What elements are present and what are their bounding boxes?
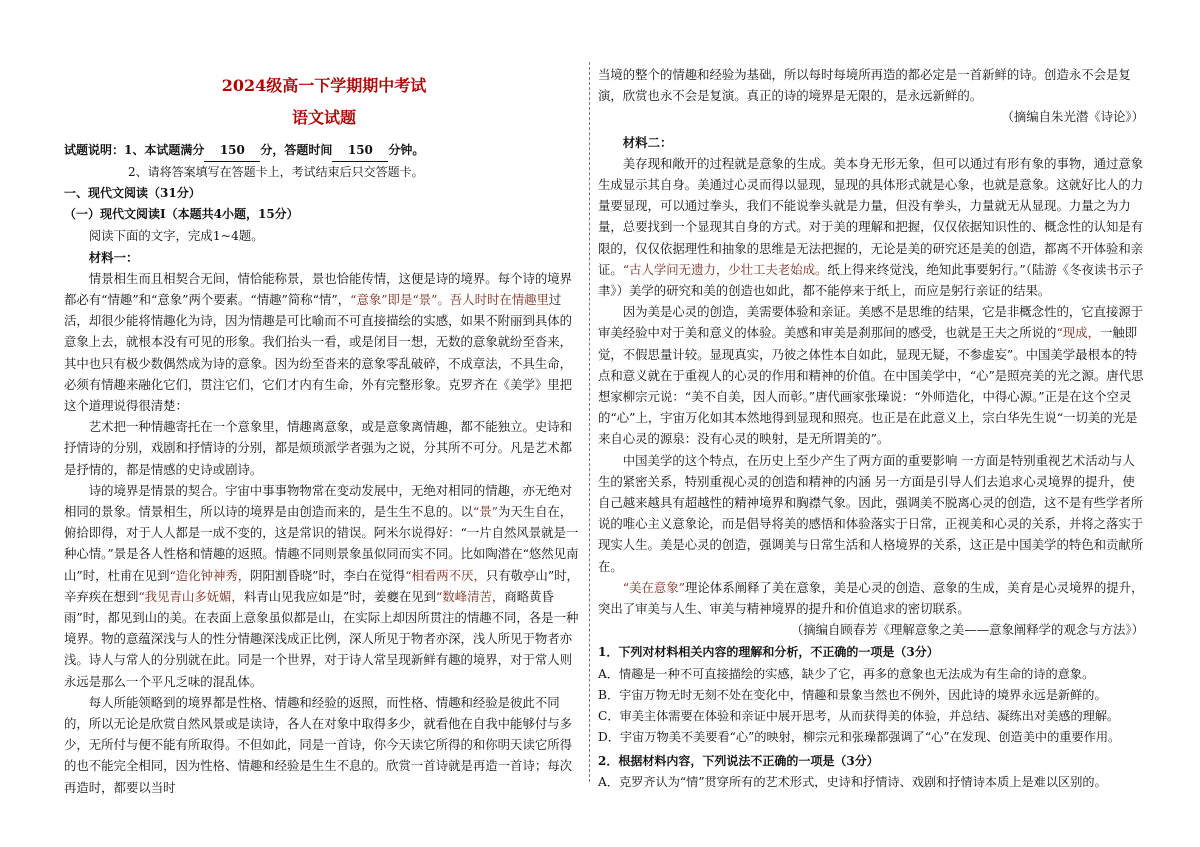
text-run: 美存现和敞开的过程就是意象的生成。美本身无形无象，但可以通过有形有象的事物，通过意象生成显示其自身。美通过心灵而得以显现，显现的具体形式就是心象，也就是意象。这就好比人的力量要显现，可以通过拳头，我们不能说拳头就是力量，但没有拳头，力量就无从显现。力量之为力量，总要找到一个显现其自身的方式。对于美的理解和把握，仅仅依据知识性的、概念性的认知是有限的，仅仅依据理性和抽象的思维是无法把握的，无论是美的研究还是美的创造，都离不开体验和亲证。 <box>598 155 1144 277</box>
reading-intro: 阅读下面的文字，完成1~4题。 <box>88 228 264 244</box>
text-run: 情景相生而且相契合无间，情恰能称景，景也恰能传情，这便是诗的境界。每个诗的境界都必有“情趣”和“意象”两个要素。“情趣”简称“情”， <box>64 270 573 308</box>
material-2-paragraph-1 <box>598 153 1144 301</box>
question-1-stem: 1．下列对材料相关内容的理解和分析，不正确的一项是（3分） <box>598 645 939 660</box>
text-run: “现成， <box>1056 325 1100 341</box>
question-1-option-b: B．宇宙万物无时无刻不处在变化中，情趣和景象当然也不例外，因此诗的境界永远是新鲜的。 <box>598 687 1107 702</box>
text-run: “我见青山多妩媚， <box>138 588 244 604</box>
text-run: “数峰清苦， <box>436 588 505 604</box>
material-2-label: 材料二： <box>622 134 673 150</box>
text-run: “景” <box>472 504 498 520</box>
exam-subtitle: 语文试题 <box>291 108 356 127</box>
material-2-source: （摘编自顾春芳《理解意象之美——意象阐释学的观念与方法》） <box>790 622 1144 638</box>
text-run: 诗的境界是情景的契合。宇宙中事事物物常在变动发展中，无绝对相同的情趣，亦无绝对相同的景象。情景相生，所以诗的境界是由创造而来的，是生生不息的。以 <box>64 482 573 520</box>
question-2-option-a: A．克罗齐认为“情”贯穿所有的艺术形式，史诗和抒情诗、戏剧和抒情诗本质上是难以区别的。 <box>598 774 1107 789</box>
exam-instructions <box>64 140 584 183</box>
time-blank: 150 <box>332 140 388 162</box>
text-run: “古人学问无遗力，少壮工夫老始成。 <box>622 261 828 277</box>
instruction-line-1 <box>64 140 584 162</box>
material-1-label: 材料一： <box>88 249 139 265</box>
instruction-mid: 分，答题时间 <box>260 143 333 157</box>
text-run: 商略黄昏雨”时，都见到山的美。在表面上意象虽似都是山，在实际上却因所贯注的情趣不同，各是一种境界。物的意蕴深浅与人的性分情趣深浅成正比例，深人所见于物者亦深，浅人所见于物者亦浅。诗人与常人的分别就在此。同是一个世界，对于诗人常呈现新鲜有趣的境界，对于常人则永远是那么一个平凡乏味的混乱体。 <box>64 588 579 689</box>
instruction-prefix: 试题说明：1、本试题满分 <box>64 143 205 157</box>
material-1-source: （摘编自朱光潜《诗论》） <box>1001 109 1144 125</box>
material-1-paragraph-1 <box>64 268 584 416</box>
text-run: 理论体系阐释了美在意象，美是心灵的创造、意象的生成，美育是心灵境界的提升，突出了审美与人生、审美与精神境界的提升和价值追求的密切联系。 <box>598 579 1144 617</box>
question-1-option-a: A．情趣是一种不可直接描绘的实感，缺少了它，再多的意象也无法成为有生命的诗的意象。 <box>598 666 1095 681</box>
section-heading: 一、现代文阅读（31分） <box>64 186 201 200</box>
text-run: 料青山见我应如是”时，姜夔在见到 <box>243 588 437 604</box>
instruction-line-2: 2、请将答案填写在答题卡上，考试结束后只交答题卡。 <box>128 165 424 179</box>
question-1-option-c: C．审美主体需要在体验和亲证中展开思考，从而获得美的体验，并总结、凝练出对美感的理解。 <box>598 709 1120 724</box>
column-divider <box>589 62 590 782</box>
material-1-paragraph-3 <box>64 480 584 692</box>
text-run: 纸上得来终觉浅，绝知此事要躬行。”（陆游《冬夜读书示子聿》）美学的研究和美的创造也如此，都不能停来于纸上，而应是躬行亲证的结果。 <box>598 261 1144 299</box>
text-run: 为天生自在，俯拾即得，对于人人都是一成不变的，这是常识的错误。阿米尔说得好：“一片自然风景就是一种心情。”景是各人性格和情趣的返照。情趣不同则景象虽似同而实不同。比如陶潜在“悠然见南山”时，杜甫在见到 <box>64 504 579 583</box>
right-column <box>598 64 1144 793</box>
material-2-paragraph-4 <box>598 577 1144 619</box>
question-1-option-d: D．宇宙万物美不美要看“心”的映射，柳宗元和张璪都强调了“心”在发现、创造美中的重要作用。 <box>598 730 1121 745</box>
material-2-paragraph-2 <box>598 301 1144 449</box>
text-run: 一触即觉，不假思量计较。显现真实，乃彼之体性本自如此，显现无疑，不参虚妄”。中国美学最根本的特点和意义就在于重视人的心灵的作用和精神的价值。在中国美学中，“心”是照亮美的光之源。唐代思想家柳宗元说：“美不自美，因人而彰。”唐代画家张璪说：“外师造化，中得心源。”正是在这个空灵的“心”上，宇宙万化如其本然地得到显现和照亮。也正是在此意义上，宗白华先生说“一切美的光是来自心灵的源泉：没有心灵的映射，是无所谓美的”。 <box>598 325 1144 447</box>
text-run: 因为美是心灵的创造，美需要体验和亲证。美感不是思维的结果，它是非概念性的，它直接源于审美经验中对于美和意义的体验。美感和审美是刹那间的感受，也就是王夫之所说的 <box>598 304 1144 341</box>
text-run: 只有敬亭山”时，辛弃疾在想到 <box>64 567 579 604</box>
material-1-paragraph-5: 当境的整个的情趣和经验为基础，所以每时每境所再造的都必定是一首新鲜的诗。创造永不会是复演，欣赏也永不会是复演。真正的诗的境界是无限的，是永远新鲜的。 <box>598 67 1131 104</box>
text-run: “意象”即是“景”。吾人时时在情趣里 <box>350 292 549 308</box>
material-1-paragraph-2: 艺术把一种情趣寄托在一个意象里，情趣离意象，或是意象离情趣，都不能独立。史诗和抒情诗的分别，戏剧和抒情诗的分别，都是烦琐派学者强为之说，分其所不可分。凡是艺术都是抒情的，都是情感的史诗或剧诗。 <box>64 419 573 477</box>
material-1-paragraph-4: 每人所能领略到的境界都是性格、情趣和经验的返照，而性格、情趣和经验是彼此不同的，所以无论是欣赏自然风景或是读诗，各人在对象中取得多少，就看他在自我中能够付与多少，无所付与便不能有所取得。不但如此，同是一首诗，你今天读它所得的和你明天读它所得的也不能完全相同，因为性格、情趣和经验是生生不息的。欣赏一首诗就是再造一首诗；每次再造时，都要以当时 <box>64 694 573 795</box>
score-blank: 150 <box>204 140 260 162</box>
exam-title: 2024级高一下学期期中考试 <box>221 76 427 95</box>
text-run: “相看两不厌， <box>405 567 486 583</box>
instruction-suffix: 分钟。 <box>388 143 425 157</box>
subsection-heading: （一）现代文阅读Ⅰ（本题共4小题，15分） <box>64 207 299 222</box>
left-column <box>64 68 584 798</box>
material-2-paragraph-3: 中国美学的这个特点，在历史上至少产生了两方面的重要影响 一方面是特别重视艺术活动与人生的紧密关系，特别重视心灵的创造和精神的内涵 另一方面是引导人们去追求心灵境界的提升，使自己越来越具有超越性的精神境界和胸襟气象。因此，强调美不脱离心灵的创造，这不是有些学者所说的唯心主义意象论，而是倡导将美的感悟和体验落实于日常，正视美和心灵的关系，并将之落实于现实人生。美是心灵的创造，强调美与日常生活和人格境界的关系，这正是中国美学的特色和贡献所在。 <box>598 452 1144 574</box>
text-run: “美在意象” <box>622 579 686 595</box>
text-run: 阴阳割昏晓”时，李白在觉得 <box>250 567 406 583</box>
text-run: 过活，却很少能将情趣化为诗，因为情趣是可比喻而不可直接描绘的实感，如果不附丽到具体的意象上去，就根本没有可见的形象。我们抬头一看，或是闭目一想，无数的意象就纷至沓来，其中也只有极少数偶然成为诗的意象。因为纷至沓来的意象零乱破碎，不成章法，不具生命，必须有情趣来融化它们，贯注它们，它们才内有生命，外有完整形象。克罗齐在《美学》里把这个道理说得很清楚： <box>64 292 573 414</box>
question-2-stem: 2．根据材料内容，下列说法不正确的一项是（3分） <box>598 753 879 768</box>
text-run: “造化钟神秀， <box>169 567 251 583</box>
